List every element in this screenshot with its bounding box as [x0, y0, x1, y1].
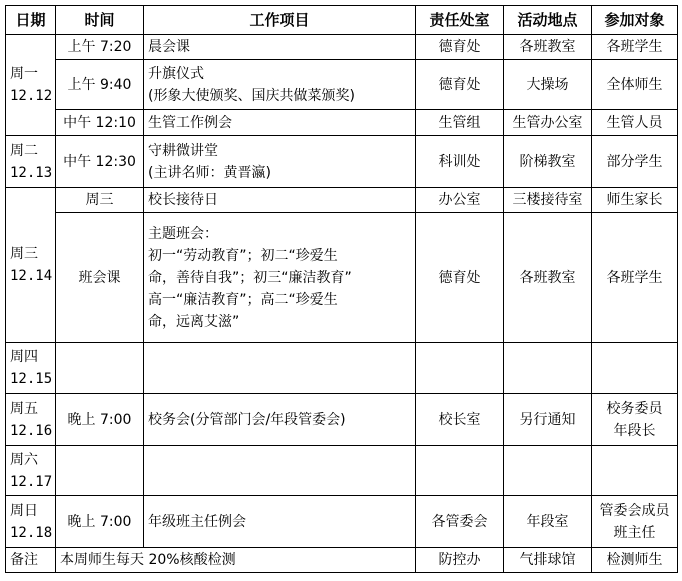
- dept-cell: 德育处: [416, 213, 504, 343]
- day-label: 周五: [10, 400, 38, 417]
- time-cell: 晚上 7:00: [56, 496, 144, 548]
- item-cell: [144, 60, 416, 110]
- target-cell: [592, 394, 678, 446]
- date-cell-sun: [6, 496, 56, 548]
- time-cell: 班会课: [56, 213, 144, 343]
- empty-cell: [592, 446, 678, 496]
- empty-cell: [592, 343, 678, 394]
- table-row: [6, 394, 678, 446]
- place-cell: 各班教室: [504, 213, 592, 343]
- item-line: 命，善待自我”；初三“廉洁教育”: [148, 269, 352, 286]
- place-cell: 各班教室: [504, 35, 592, 60]
- empty-cell: [56, 446, 144, 496]
- target-cell: 生管人员: [592, 110, 678, 136]
- place-cell: 另行通知: [504, 394, 592, 446]
- item-line: 初一“劳动教育”；初二“珍爱生: [148, 247, 338, 264]
- target-line: 校务委员: [606, 400, 663, 417]
- item-line: 守耕微讲堂: [148, 142, 218, 159]
- day-label: 周三: [10, 246, 38, 262]
- target-cell: 检测师生: [592, 548, 678, 573]
- header-place: 活动地点: [504, 6, 592, 35]
- time-cell: 中午 12:10: [56, 110, 144, 136]
- date-label: 12.13: [10, 164, 53, 181]
- header-item: 工作项目: [144, 6, 416, 35]
- target-cell: 部分学生: [592, 136, 678, 188]
- dept-cell: 办公室: [416, 188, 504, 213]
- target-cell: 各班学生: [592, 35, 678, 60]
- target-cell: 师生家长: [592, 188, 678, 213]
- dept-cell: 校长室: [416, 394, 504, 446]
- item-line: (形象大使颁奖、国庆共做菜颁奖): [148, 87, 355, 104]
- dept-cell: 德育处: [416, 60, 504, 110]
- day-label: 周四: [10, 349, 38, 365]
- remark-label: 备注: [6, 548, 56, 573]
- date-label: 12.12: [10, 88, 53, 104]
- empty-cell: [56, 343, 144, 394]
- dept-cell: 防控办: [416, 548, 504, 573]
- empty-cell: [416, 446, 504, 496]
- table-row: [6, 343, 678, 394]
- item-cell: 年级班主任例会: [144, 496, 416, 548]
- time-cell: 周三: [56, 188, 144, 213]
- item-cell: 校务会(分管部门会/年段管委会): [144, 394, 416, 446]
- header-target: 参加对象: [592, 6, 678, 35]
- dept-cell: 生管组: [416, 110, 504, 136]
- item-cell: [144, 136, 416, 188]
- header-row: [6, 6, 678, 35]
- target-line: 管委会成员: [599, 502, 670, 519]
- day-label: 周日: [10, 502, 38, 519]
- date-cell-tue: [6, 136, 56, 188]
- item-line: 升旗仪式: [148, 65, 204, 82]
- item-line: 高一“廉洁教育”；高二“珍爱生: [148, 291, 338, 308]
- place-cell: 气排球馆: [504, 548, 592, 573]
- date-cell-sat: [6, 446, 56, 496]
- target-cell: 全体师生: [592, 60, 678, 110]
- date-cell-fri: [6, 394, 56, 446]
- empty-cell: [416, 343, 504, 394]
- weekly-schedule-table: [5, 5, 678, 573]
- table-row: [6, 188, 678, 213]
- place-cell: 生管办公室: [504, 110, 592, 136]
- time-cell: 晚上 7:00: [56, 394, 144, 446]
- place-cell: 年段室: [504, 496, 592, 548]
- time-cell: 上午 9:40: [56, 60, 144, 110]
- dept-cell: 各管委会: [416, 496, 504, 548]
- empty-cell: [144, 446, 416, 496]
- item-line: (主讲名师：黄晋瀛): [148, 164, 271, 181]
- date-label: 12.15: [10, 371, 53, 387]
- remark-item: 本周师生每天 20%核酸检测: [56, 548, 416, 573]
- table-row: [6, 35, 678, 60]
- empty-cell: [144, 343, 416, 394]
- date-cell-wed: [6, 188, 56, 343]
- time-cell: 上午 7:20: [56, 35, 144, 60]
- remark-row: [6, 548, 678, 573]
- target-line: 班主任: [613, 524, 656, 541]
- dept-cell: 德育处: [416, 35, 504, 60]
- table-row: [6, 136, 678, 188]
- table-row: [6, 213, 678, 343]
- day-label: 周二: [10, 142, 38, 159]
- header-time: 时间: [56, 6, 144, 35]
- item-line: 主题班会：: [148, 225, 218, 242]
- table-row: [6, 110, 678, 136]
- header-dept: 责任处室: [416, 6, 504, 35]
- date-cell-thu: [6, 343, 56, 394]
- time-cell: 中午 12:30: [56, 136, 144, 188]
- date-label: 12.14: [10, 268, 53, 284]
- place-cell: 三楼接待室: [504, 188, 592, 213]
- date-label: 12.16: [10, 422, 53, 439]
- item-cell: 晨会课: [144, 35, 416, 60]
- place-cell: 阶梯教室: [504, 136, 592, 188]
- item-cell: [144, 213, 416, 343]
- table-row: [6, 446, 678, 496]
- place-cell: 大操场: [504, 60, 592, 110]
- day-label: 周六: [10, 451, 38, 468]
- item-cell: 生管工作例会: [144, 110, 416, 136]
- header-date: 日期: [6, 6, 56, 35]
- table-row: [6, 496, 678, 548]
- date-cell-mon: [6, 35, 56, 136]
- date-label: 12.18: [10, 524, 53, 541]
- item-cell: 校长接待日: [144, 188, 416, 213]
- day-label: 周一: [10, 66, 38, 82]
- target-line: 年段长: [613, 422, 656, 439]
- target-cell: 各班学生: [592, 213, 678, 343]
- empty-cell: [504, 343, 592, 394]
- dept-cell: 科训处: [416, 136, 504, 188]
- target-cell: [592, 496, 678, 548]
- empty-cell: [504, 446, 592, 496]
- date-label: 12.17: [10, 473, 53, 490]
- table-row: [6, 60, 678, 110]
- item-line: 命，远离艾滋”: [148, 313, 240, 330]
